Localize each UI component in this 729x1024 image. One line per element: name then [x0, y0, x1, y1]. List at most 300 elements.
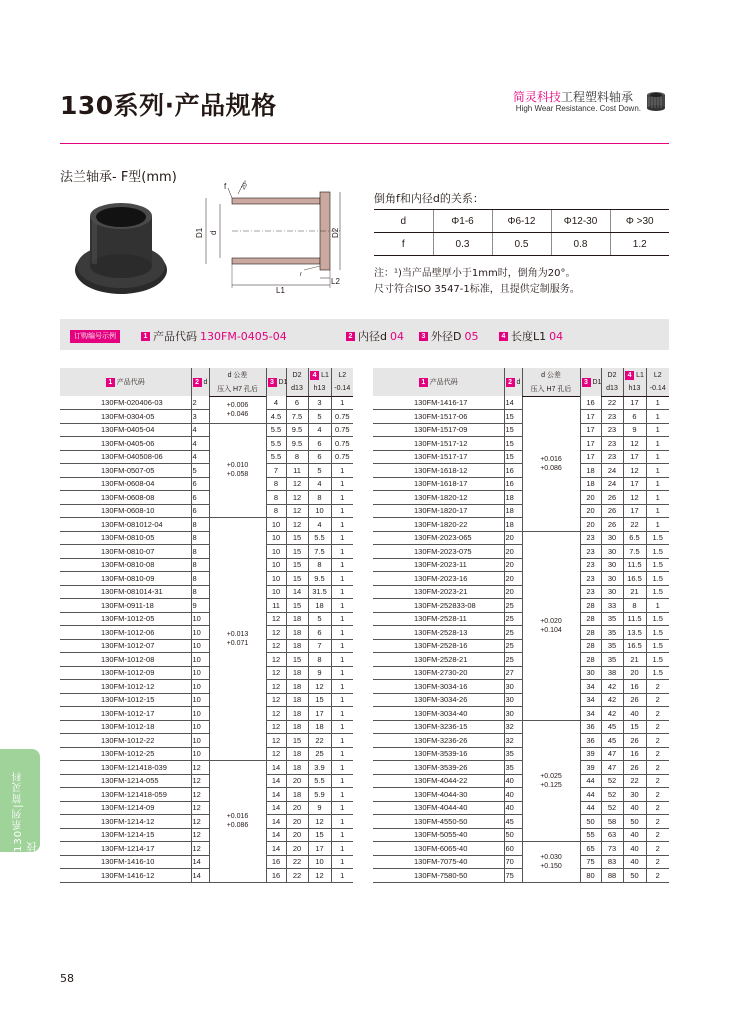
- D1-cell: 28: [580, 599, 601, 613]
- L1-cell: 16.5: [623, 639, 646, 653]
- table-row: [60, 477, 353, 491]
- product-code-cell: 130FM-1214-12: [60, 815, 191, 829]
- D1-cell: 10: [266, 518, 286, 532]
- D2-cell: 22: [601, 396, 623, 410]
- product-code-cell: 130FM-1618-12: [373, 464, 504, 478]
- table-row: [60, 815, 353, 829]
- D2-cell: 45: [601, 734, 623, 748]
- L2-cell: 1: [331, 747, 353, 761]
- L1-cell: 8: [308, 653, 331, 667]
- L2-cell: 1: [646, 477, 669, 491]
- L1-cell: 12: [308, 869, 331, 883]
- L1-cell: 40: [623, 828, 646, 842]
- product-code-cell: 130FM-2023-16: [373, 572, 504, 586]
- inner-diameter-cell: 3: [191, 410, 209, 424]
- title-divider: [60, 143, 669, 144]
- L2-cell: 1.5: [646, 531, 669, 545]
- D2-cell: 12: [286, 504, 308, 518]
- D1-cell: 23: [580, 558, 601, 572]
- L2-cell: 1: [331, 680, 353, 694]
- L1-cell: 4: [308, 518, 331, 532]
- table-row: [373, 612, 669, 626]
- tolerance-upper: +0.020: [540, 617, 562, 625]
- inner-diameter-cell: 14: [191, 869, 209, 883]
- D1-cell: 23: [580, 572, 601, 586]
- L2-cell: 1: [646, 396, 669, 410]
- D1-cell: 39: [580, 747, 601, 761]
- brand-name: [513, 88, 633, 105]
- inner-diameter-cell: 20: [504, 531, 522, 545]
- product-code-cell: 130FM-2023-11: [373, 558, 504, 572]
- L1-cell: 18: [308, 720, 331, 734]
- D2-cell: 63: [601, 828, 623, 842]
- product-code-cell: 130FM-040508-06: [60, 450, 191, 464]
- D2-cell: 18: [286, 707, 308, 721]
- product-code-cell: 130FM-1517-17: [373, 450, 504, 464]
- D1-cell: 4: [266, 396, 286, 410]
- D2-cell: 73: [601, 842, 623, 856]
- label-f: f: [224, 182, 227, 191]
- L2-cell: 1.5: [646, 653, 669, 667]
- table-row: [373, 720, 669, 734]
- chamfer-cell: Φ >30: [610, 210, 669, 233]
- inner-diameter-cell: 32: [504, 734, 522, 748]
- L1-cell: 31.5: [308, 585, 331, 599]
- L2-cell: 1: [646, 464, 669, 478]
- L2-cell: 1: [331, 869, 353, 883]
- product-code-cell: 130FM-3539-26: [373, 761, 504, 775]
- L2-cell: 2: [646, 869, 669, 883]
- L2-cell: 1: [331, 626, 353, 640]
- label-D1: D1: [195, 227, 204, 238]
- L1-cell: 13.5: [623, 626, 646, 640]
- L2-cell: 1: [331, 707, 353, 721]
- L1-cell: 16: [623, 680, 646, 694]
- D2-cell: 11: [286, 464, 308, 478]
- order-product-code: [141, 328, 287, 344]
- L1-cell: 8: [623, 599, 646, 613]
- L2-cell: 1: [331, 761, 353, 775]
- D1-cell: 12: [266, 734, 286, 748]
- L2-cell: 2: [646, 693, 669, 707]
- tolerance-cell: [522, 396, 580, 531]
- D2-cell: 42: [601, 680, 623, 694]
- table-row: [60, 464, 353, 478]
- inner-diameter-cell: 8: [191, 545, 209, 559]
- table-row: [60, 666, 353, 680]
- order-example-tag: 订购编号示例: [70, 330, 120, 343]
- chamfer-value-row: [374, 233, 669, 256]
- product-code-cell: 130FM-3034-16: [373, 680, 504, 694]
- D2-cell: 47: [601, 761, 623, 775]
- note-standard: 尺寸符合ISO 3547-1标准，且提供定制服务。: [374, 284, 580, 295]
- header-tolerance: d 公差: [522, 368, 580, 382]
- order-badge: 2: [346, 332, 355, 341]
- L1-cell: 6.5: [623, 531, 646, 545]
- D2-cell: 20: [286, 774, 308, 788]
- product-code-cell: 130FM-3034-26: [373, 693, 504, 707]
- product-code-cell: 130FM-0507-05: [60, 464, 191, 478]
- inner-diameter-cell: 25: [504, 626, 522, 640]
- product-code-cell: 130FM-7075-40: [373, 855, 504, 869]
- D1-cell: 44: [580, 774, 601, 788]
- table-row: [60, 734, 353, 748]
- L1-cell: 40: [623, 842, 646, 856]
- L2-cell: 2: [646, 774, 669, 788]
- chamfer-cell: 0.8: [551, 233, 610, 256]
- product-code-cell: 130FM-4044-40: [373, 801, 504, 815]
- D1-cell: 44: [580, 801, 601, 815]
- inner-diameter-cell: 30: [504, 680, 522, 694]
- L2-cell: 1: [331, 558, 353, 572]
- D1-cell: 5.5: [266, 423, 286, 437]
- table-row: [60, 842, 353, 856]
- L2-cell: 2: [646, 680, 669, 694]
- D2-cell: 52: [601, 788, 623, 802]
- header-product-code: [373, 368, 504, 396]
- L2-cell: 1: [646, 410, 669, 424]
- inner-diameter-cell: 20: [504, 545, 522, 559]
- L1-cell: 6: [623, 410, 646, 424]
- L1-cell: 12: [623, 464, 646, 478]
- L1-cell: 12: [308, 815, 331, 829]
- D1-cell: 50: [580, 815, 601, 829]
- table-row: [60, 761, 353, 775]
- D2-cell: 88: [601, 869, 623, 883]
- L2-cell: 1: [331, 491, 353, 505]
- L2-cell: 1: [331, 518, 353, 532]
- product-code-cell: 130FM-0608-08: [60, 491, 191, 505]
- L2-cell: 1: [331, 774, 353, 788]
- inner-diameter-cell: 10: [191, 747, 209, 761]
- inner-diameter-cell: 10: [191, 680, 209, 694]
- D1-cell: 16: [266, 869, 286, 883]
- L2-cell: 1.5: [646, 626, 669, 640]
- D2-cell: 20: [286, 842, 308, 856]
- D2-cell: 42: [601, 707, 623, 721]
- inner-diameter-cell: 6: [191, 504, 209, 518]
- product-code-cell: 130FM-081014-31: [60, 585, 191, 599]
- table-row: [60, 869, 353, 883]
- product-code-cell: 130FM-0304-05: [60, 410, 191, 424]
- inner-diameter-cell: 16: [504, 477, 522, 491]
- table-row: [373, 693, 669, 707]
- D2-cell: 15: [286, 572, 308, 586]
- L1-cell: 11.5: [623, 558, 646, 572]
- L1-cell: 22: [308, 734, 331, 748]
- inner-diameter-cell: 10: [191, 693, 209, 707]
- order-outer-diameter: [419, 328, 478, 344]
- D1-cell: 12: [266, 693, 286, 707]
- D1-cell: 75: [580, 855, 601, 869]
- chamfer-cell: 0.5: [492, 233, 551, 256]
- product-code-cell: 130FM-1517-09: [373, 423, 504, 437]
- D1-cell: 8: [266, 477, 286, 491]
- D2-cell: 18: [286, 639, 308, 653]
- L1-cell: 16.5: [623, 572, 646, 586]
- D2-cell: 15: [286, 545, 308, 559]
- D1-cell: 39: [580, 761, 601, 775]
- chamfer-cell: Φ12-30: [551, 210, 610, 233]
- D1-cell: 17: [580, 423, 601, 437]
- product-code-cell: 130FM-1012-08: [60, 653, 191, 667]
- D1-cell: 23: [580, 585, 601, 599]
- chamfer-cell: d: [374, 210, 433, 233]
- product-code-cell: 130FM-1214-055: [60, 774, 191, 788]
- L1-cell: 17: [623, 396, 646, 410]
- D2-cell: 58: [601, 815, 623, 829]
- inner-diameter-cell: 12: [191, 788, 209, 802]
- inner-diameter-cell: 10: [191, 666, 209, 680]
- table-row: [60, 788, 353, 802]
- L1-cell: 5: [308, 464, 331, 478]
- header-D2: D2: [286, 368, 308, 382]
- header-d13: d13: [601, 382, 623, 396]
- D2-cell: 30: [601, 572, 623, 586]
- label-angle: 20°: [240, 180, 251, 191]
- D2-cell: 18: [286, 693, 308, 707]
- product-code-cell: 130FM-5055-40: [373, 828, 504, 842]
- L2-cell: 1: [331, 828, 353, 842]
- tolerance-upper: +0.030: [540, 853, 562, 861]
- L2-cell: 1: [331, 599, 353, 613]
- header-product-code: [60, 368, 191, 396]
- D2-cell: 23: [601, 410, 623, 424]
- inner-diameter-cell: 12: [191, 761, 209, 775]
- tolerance-upper: +0.016: [226, 813, 249, 821]
- product-code-cell: 130FM-1012-05: [60, 612, 191, 626]
- table-row: [373, 734, 669, 748]
- D1-cell: 14: [266, 774, 286, 788]
- header-L2: L2: [646, 368, 669, 382]
- D2-cell: 6: [286, 396, 308, 410]
- column-number-badge: 1: [419, 378, 428, 387]
- table-row: [373, 788, 669, 802]
- inner-diameter-cell: 10: [191, 707, 209, 721]
- D2-cell: 38: [601, 666, 623, 680]
- inner-diameter-cell: 35: [504, 761, 522, 775]
- inner-diameter-cell: 15: [504, 450, 522, 464]
- page-number: 58: [60, 972, 74, 985]
- L2-cell: 1: [331, 396, 353, 410]
- product-code-cell: 130FM-1012-25: [60, 747, 191, 761]
- D2-cell: 35: [601, 639, 623, 653]
- tolerance-lower: +0.086: [540, 464, 562, 472]
- inner-diameter-cell: 75: [504, 869, 522, 883]
- L1-cell: 22: [623, 774, 646, 788]
- L2-cell: 1: [331, 639, 353, 653]
- product-code-cell: 130FM-121418-059: [60, 788, 191, 802]
- tolerance-upper: +0.013: [226, 631, 249, 638]
- order-badge: 3: [419, 332, 428, 341]
- inner-diameter-cell: 40: [504, 788, 522, 802]
- column-number-badge: 2: [193, 378, 202, 387]
- inner-diameter-cell: 12: [191, 828, 209, 842]
- L2-cell: 1.5: [646, 585, 669, 599]
- L2-cell: 1.5: [646, 612, 669, 626]
- column-number-badge: 4: [625, 371, 634, 380]
- D1-cell: 28: [580, 612, 601, 626]
- inner-diameter-cell: 18: [504, 518, 522, 532]
- D2-cell: 24: [601, 464, 623, 478]
- L2-cell: 1: [331, 504, 353, 518]
- chamfer-title: 倒角f和内径d的关系：: [374, 192, 484, 205]
- L1-cell: 50: [623, 815, 646, 829]
- inner-diameter-cell: 10: [191, 734, 209, 748]
- D2-cell: 20: [286, 828, 308, 842]
- D1-cell: 18: [580, 477, 601, 491]
- table-row: [60, 828, 353, 842]
- bearing-logo-icon: [645, 90, 667, 112]
- D2-cell: 12: [286, 518, 308, 532]
- D2-cell: 12: [286, 491, 308, 505]
- D1-cell: 12: [266, 680, 286, 694]
- chamfer-cell: Φ1-6: [433, 210, 492, 233]
- D1-cell: 4.5: [266, 410, 286, 424]
- inner-diameter-cell: 40: [504, 774, 522, 788]
- inner-diameter-cell: 27: [504, 666, 522, 680]
- D2-cell: 22: [286, 869, 308, 883]
- inner-diameter-cell: 4: [191, 437, 209, 451]
- header-D1: [266, 368, 286, 396]
- L1-cell: 7: [308, 639, 331, 653]
- D2-cell: 52: [601, 801, 623, 815]
- L1-cell: 6: [308, 626, 331, 640]
- header-press-fit: 压入 H7 孔后: [209, 382, 266, 396]
- D1-cell: 36: [580, 720, 601, 734]
- L2-cell: 2: [646, 720, 669, 734]
- D2-cell: 15: [286, 599, 308, 613]
- inner-diameter-cell: 16: [504, 464, 522, 478]
- D1-cell: 30: [580, 666, 601, 680]
- product-code-cell: 130FM-1416-12: [60, 869, 191, 883]
- L2-cell: 1.5: [646, 666, 669, 680]
- chamfer-cell: f: [374, 233, 433, 256]
- product-code-cell: 130FM-1416-17: [373, 396, 504, 410]
- product-code-cell: 130FM-1012-22: [60, 734, 191, 748]
- D1-cell: 10: [266, 585, 286, 599]
- table-row: [373, 531, 669, 545]
- L1-cell: 9: [308, 666, 331, 680]
- L2-cell: 1: [646, 518, 669, 532]
- inner-diameter-cell: 20: [504, 585, 522, 599]
- L2-cell: 1: [331, 585, 353, 599]
- inner-diameter-cell: 5: [191, 464, 209, 478]
- product-code-cell: 130FM-2528-11: [373, 612, 504, 626]
- L1-cell: 5.5: [308, 774, 331, 788]
- L2-cell: 1: [331, 666, 353, 680]
- L1-cell: 17: [308, 842, 331, 856]
- note-wall-thickness: 注：¹)当产品壁厚小于1mm时，倒角为20°。: [374, 268, 576, 279]
- table-row: [373, 464, 669, 478]
- L1-cell: 4: [308, 477, 331, 491]
- table-row: [60, 747, 353, 761]
- product-code-cell: 130FM-081012-04: [60, 518, 191, 532]
- product-code-cell: 130FM-1012-12: [60, 680, 191, 694]
- product-code-cell: 130FM-1517-12: [373, 437, 504, 451]
- L1-cell: 12: [623, 491, 646, 505]
- D2-cell: 30: [601, 531, 623, 545]
- column-number-badge: 1: [106, 378, 115, 387]
- D2-cell: 9.5: [286, 423, 308, 437]
- D2-cell: 42: [601, 693, 623, 707]
- product-code-cell: 130FM-1820-12: [373, 491, 504, 505]
- D1-cell: 10: [266, 572, 286, 586]
- tolerance-cell: [209, 518, 266, 761]
- product-code-cell: 130FM-1012-17: [60, 707, 191, 721]
- header-label: L1: [321, 371, 329, 379]
- L2-cell: 1: [331, 572, 353, 586]
- header-L1: [308, 368, 331, 382]
- D1-cell: 8: [266, 491, 286, 505]
- order-badge: 1: [141, 332, 150, 341]
- label-d: d: [209, 230, 218, 235]
- D2-cell: 30: [601, 558, 623, 572]
- D2-cell: 30: [601, 585, 623, 599]
- table-row: [60, 626, 353, 640]
- inner-diameter-cell: 10: [191, 653, 209, 667]
- product-code-cell: 130FM-0810-09: [60, 572, 191, 586]
- inner-diameter-cell: 6: [191, 477, 209, 491]
- table-row: [373, 491, 669, 505]
- D1-cell: 14: [266, 761, 286, 775]
- inner-diameter-cell: 10: [191, 639, 209, 653]
- table-row: [60, 612, 353, 626]
- table-row: [373, 815, 669, 829]
- inner-diameter-cell: 18: [504, 491, 522, 505]
- table-row: [373, 653, 669, 667]
- L2-cell: 1: [646, 504, 669, 518]
- L2-cell: 1: [331, 653, 353, 667]
- product-code-cell: 130FM-2528-21: [373, 653, 504, 667]
- inner-diameter-cell: 8: [191, 518, 209, 532]
- L1-cell: 5: [308, 612, 331, 626]
- D2-cell: 35: [601, 612, 623, 626]
- D1-cell: 12: [266, 707, 286, 721]
- D2-cell: 52: [601, 774, 623, 788]
- inner-diameter-cell: 12: [191, 774, 209, 788]
- product-code-cell: 130FM-4044-22: [373, 774, 504, 788]
- inner-diameter-cell: 40: [504, 801, 522, 815]
- order-value: 04: [549, 329, 564, 343]
- column-number-badge: 3: [582, 378, 591, 387]
- brand-name-black: 工程塑料轴承: [560, 90, 633, 104]
- D1-cell: 14: [266, 788, 286, 802]
- table-row: [373, 639, 669, 653]
- table-row: [373, 437, 669, 451]
- D2-cell: 18: [286, 788, 308, 802]
- inner-diameter-cell: 8: [191, 572, 209, 586]
- L1-cell: 6: [308, 450, 331, 464]
- L2-cell: 1.5: [646, 545, 669, 559]
- L1-cell: 10: [308, 504, 331, 518]
- product-code-cell: 130FM-4044-30: [373, 788, 504, 802]
- table-row: [373, 842, 669, 856]
- D1-cell: 17: [580, 410, 601, 424]
- header-label: L1: [636, 371, 644, 379]
- table-row: [373, 707, 669, 721]
- inner-diameter-cell: 30: [504, 693, 522, 707]
- L2-cell: 1: [331, 612, 353, 626]
- flange-bearing-photo: [72, 198, 170, 300]
- D1-cell: 28: [580, 653, 601, 667]
- tolerance-lower: +0.125: [540, 781, 562, 789]
- D2-cell: 20: [286, 815, 308, 829]
- D1-cell: 14: [266, 842, 286, 856]
- L1-cell: 10: [308, 855, 331, 869]
- tolerance-lower: +0.071: [226, 640, 249, 647]
- tolerance-upper: +0.016: [540, 455, 562, 463]
